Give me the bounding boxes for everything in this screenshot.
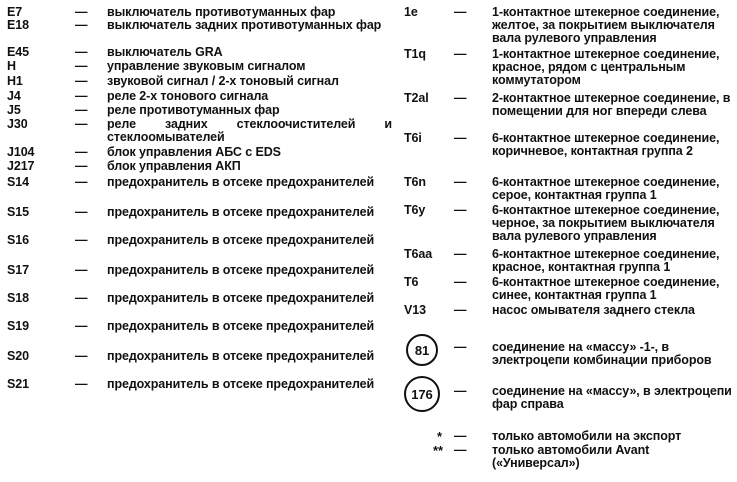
component-code: S20	[7, 349, 29, 363]
component-code: S15	[7, 205, 29, 219]
connector-description: 6-контактное штекерное соединение, серое, контактная группа 1	[492, 175, 720, 202]
right-legend-column	[404, 0, 734, 482]
component-description: предохранитель в отсеке предохранителей	[107, 175, 375, 189]
separator-dash: —	[454, 340, 467, 354]
component-code: V13	[404, 303, 426, 317]
component-description: выключатель задних противотуманных фар	[107, 18, 382, 32]
ground-description: соединение на «массу», в электроцепи фар справа	[492, 384, 732, 411]
component-description: выключатель противотуманных фар	[107, 5, 336, 19]
component-description: реле задних стеклоочистителей и стеклоомывателей	[107, 117, 392, 144]
component-description: выключатель GRA	[107, 45, 223, 59]
asterisk-mark: *	[437, 429, 442, 444]
separator-dash: —	[75, 159, 88, 173]
component-code: S21	[7, 377, 29, 391]
component-description: предохранитель в отсеке предохранителей	[107, 291, 375, 305]
separator-dash: —	[75, 349, 88, 363]
connector-code: T6i	[404, 131, 422, 145]
component-code: S18	[7, 291, 29, 305]
component-code: S16	[7, 233, 29, 247]
separator-dash: —	[454, 443, 467, 457]
component-code: E18	[7, 18, 29, 32]
connector-description: 6-контактное штекерное соединение, синее, контактная группа 1	[492, 275, 720, 302]
component-description: управление звуковым сигналом	[107, 59, 306, 73]
component-code: E7	[7, 5, 23, 19]
separator-dash: —	[454, 131, 467, 145]
connector-code: T1q	[404, 47, 426, 61]
component-description: реле противотуманных фар	[107, 103, 280, 117]
component-description: реле 2-х тонового сигнала	[107, 89, 269, 103]
connector-description: 1-контактное штекерное соединение, желтое, за покрытием выключателя вала рулевого управления	[492, 5, 720, 45]
component-description: звуковой сигнал / 2-х тоновый сигнал	[107, 74, 339, 88]
component-description: предохранитель в отсеке предохранителей	[107, 349, 375, 363]
component-code: E45	[7, 45, 29, 59]
separator-dash: —	[75, 233, 88, 247]
separator-dash: —	[75, 5, 88, 19]
component-code: S19	[7, 319, 29, 333]
connector-description: 2-контактное штекерное соединение, в помещении для ног впереди слева	[492, 91, 731, 118]
separator-dash: —	[75, 74, 88, 88]
separator-dash: —	[75, 18, 88, 32]
separator-dash: —	[75, 145, 88, 159]
separator-dash: —	[75, 319, 88, 333]
component-code: S17	[7, 263, 29, 277]
connector-code: T6n	[404, 175, 426, 189]
separator-dash: —	[454, 384, 467, 398]
ground-description: соединение на «массу» -1-, в электроцепи комбинации приборов	[492, 340, 712, 367]
component-code: S14	[7, 175, 29, 189]
separator-dash: —	[454, 175, 467, 189]
left-legend-column	[7, 0, 402, 482]
component-description: предохранитель в отсеке предохранителей	[107, 377, 375, 391]
component-code: J30	[7, 117, 28, 131]
separator-dash: —	[75, 117, 88, 131]
connector-code: 1e	[404, 5, 418, 19]
separator-dash: —	[454, 47, 467, 61]
component-code: J4	[7, 89, 21, 103]
connector-description: 6-контактное штекерное соединение, коричневое, контактная группа 2	[492, 131, 720, 158]
separator-dash: —	[454, 303, 467, 317]
separator-dash: —	[75, 103, 88, 117]
connector-description: 6-контактное штекерное соединение, красное, контактная группа 1	[492, 247, 720, 274]
footnote-description: только автомобили на экспорт	[492, 429, 682, 443]
component-description: блок управления АБС с EDS	[107, 145, 281, 159]
component-description: предохранитель в отсеке предохранителей	[107, 205, 375, 219]
double-asterisk-mark: **	[433, 443, 443, 458]
separator-dash: —	[454, 247, 467, 261]
separator-dash: —	[75, 291, 88, 305]
component-description: предохранитель в отсеке предохранителей	[107, 263, 375, 277]
separator-dash: —	[75, 59, 88, 73]
component-code: H	[7, 59, 16, 73]
component-code: J5	[7, 103, 21, 117]
component-code: J217	[7, 159, 35, 173]
separator-dash: —	[75, 45, 88, 59]
separator-dash: —	[75, 263, 88, 277]
separator-dash: —	[454, 5, 467, 19]
separator-dash: —	[75, 205, 88, 219]
component-description: предохранитель в отсеке предохранителей	[107, 233, 375, 247]
connector-code: T2al	[404, 91, 429, 105]
connector-code: T6y	[404, 203, 426, 217]
separator-dash: —	[454, 91, 467, 105]
separator-dash: —	[454, 429, 467, 443]
component-description: предохранитель в отсеке предохранителей	[107, 319, 375, 333]
connector-description: 6-контактное штекерное соединение, черное, за покрытием выключателя вала рулевого управления	[492, 203, 720, 243]
component-description: блок управления АКП	[107, 159, 241, 173]
footnote-description: только автомобили Avant («Универсал»)	[492, 443, 650, 470]
separator-dash: —	[75, 175, 88, 189]
separator-dash: —	[454, 275, 467, 289]
ground-symbol-circle: 81	[406, 334, 438, 366]
connector-code: T6aa	[404, 247, 433, 261]
connector-description: 1-контактное штекерное соединение, красное, рядом с центральным коммутатором	[492, 47, 720, 87]
separator-dash: —	[75, 377, 88, 391]
separator-dash: —	[454, 203, 467, 217]
component-description: насос омывателя заднего стекла	[492, 303, 695, 317]
component-code: H1	[7, 74, 23, 88]
connector-code: T6	[404, 275, 419, 289]
component-code: J104	[7, 145, 35, 159]
ground-symbol-circle: 176	[404, 376, 440, 412]
separator-dash: —	[75, 89, 88, 103]
